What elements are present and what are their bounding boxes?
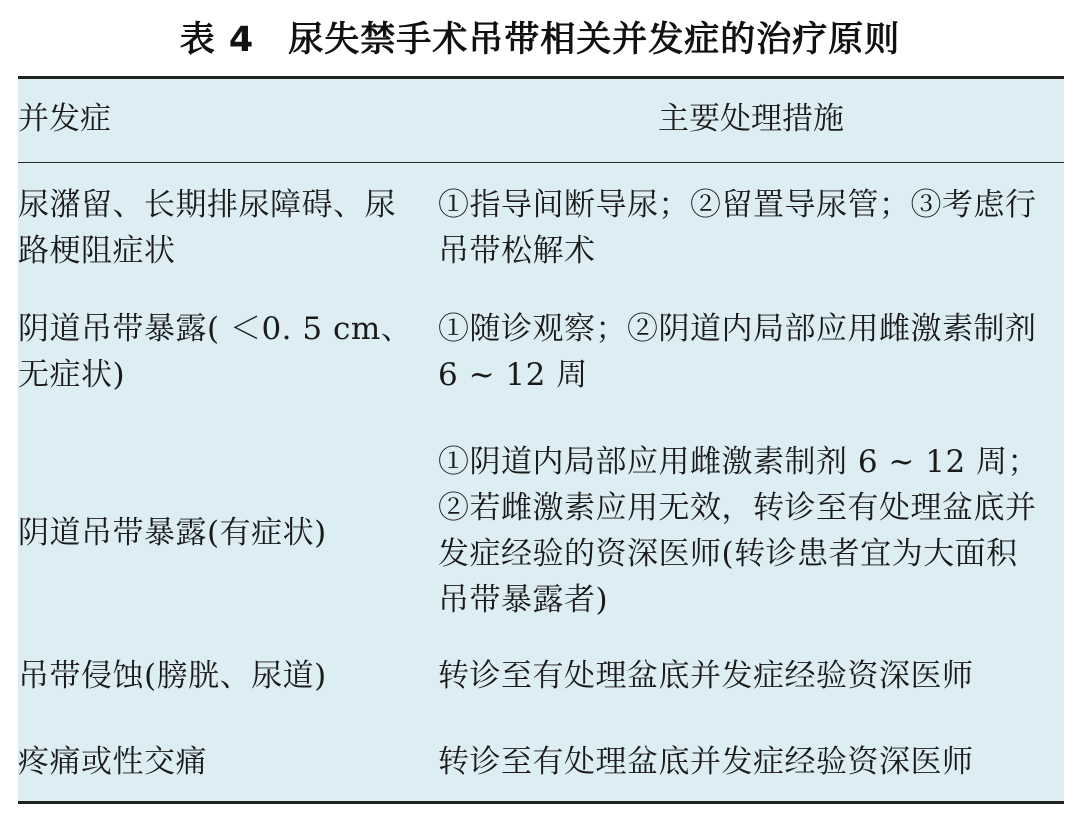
table-title-text: 尿失禁手术吊带相关并发症的治疗原则 — [288, 20, 901, 60]
treatment-cell: ①指导间断导尿；②留置导尿管；③考虑行吊带松解术 — [438, 187, 1037, 269]
treatment-cell: 转诊至有处理盆底并发症经验资深医师 — [438, 658, 974, 694]
complication-cell: 疼痛或性交痛 — [18, 744, 207, 780]
table-number: 表 4 — [179, 20, 255, 60]
complication-cell: 吊带侵蚀(膀胱、尿道) — [18, 658, 327, 694]
complication-cell: 尿潴留、长期排尿障碍、尿路梗阻症状 — [18, 187, 396, 269]
treatment-cell: ①阴道内局部应用雌激素制剂 6 ~ 12 周；②若雌激素应用无效，转诊至有处理盆底并发症经验的资深医师(转诊患者宜为大面积吊带暴露者) — [438, 444, 1040, 618]
complication-cell: 阴道吊带暴露(有症状) — [18, 515, 327, 551]
table-title — [0, 14, 1080, 66]
table-panel — [18, 76, 1064, 804]
treatment-cell: 转诊至有处理盆底并发症经验资深医师 — [438, 744, 974, 780]
header-complication: 并发症 — [18, 101, 111, 137]
header-treatment: 主要处理措施 — [658, 101, 844, 137]
treatment-cell: ①随诊观察；②阴道内局部应用雌激素制剂 6 ~ 12 周 — [438, 311, 1037, 393]
header-divider — [18, 162, 1064, 163]
complication-cell: 阴道吊带暴露( ＜0. 5 cm、无症状) — [18, 311, 413, 393]
